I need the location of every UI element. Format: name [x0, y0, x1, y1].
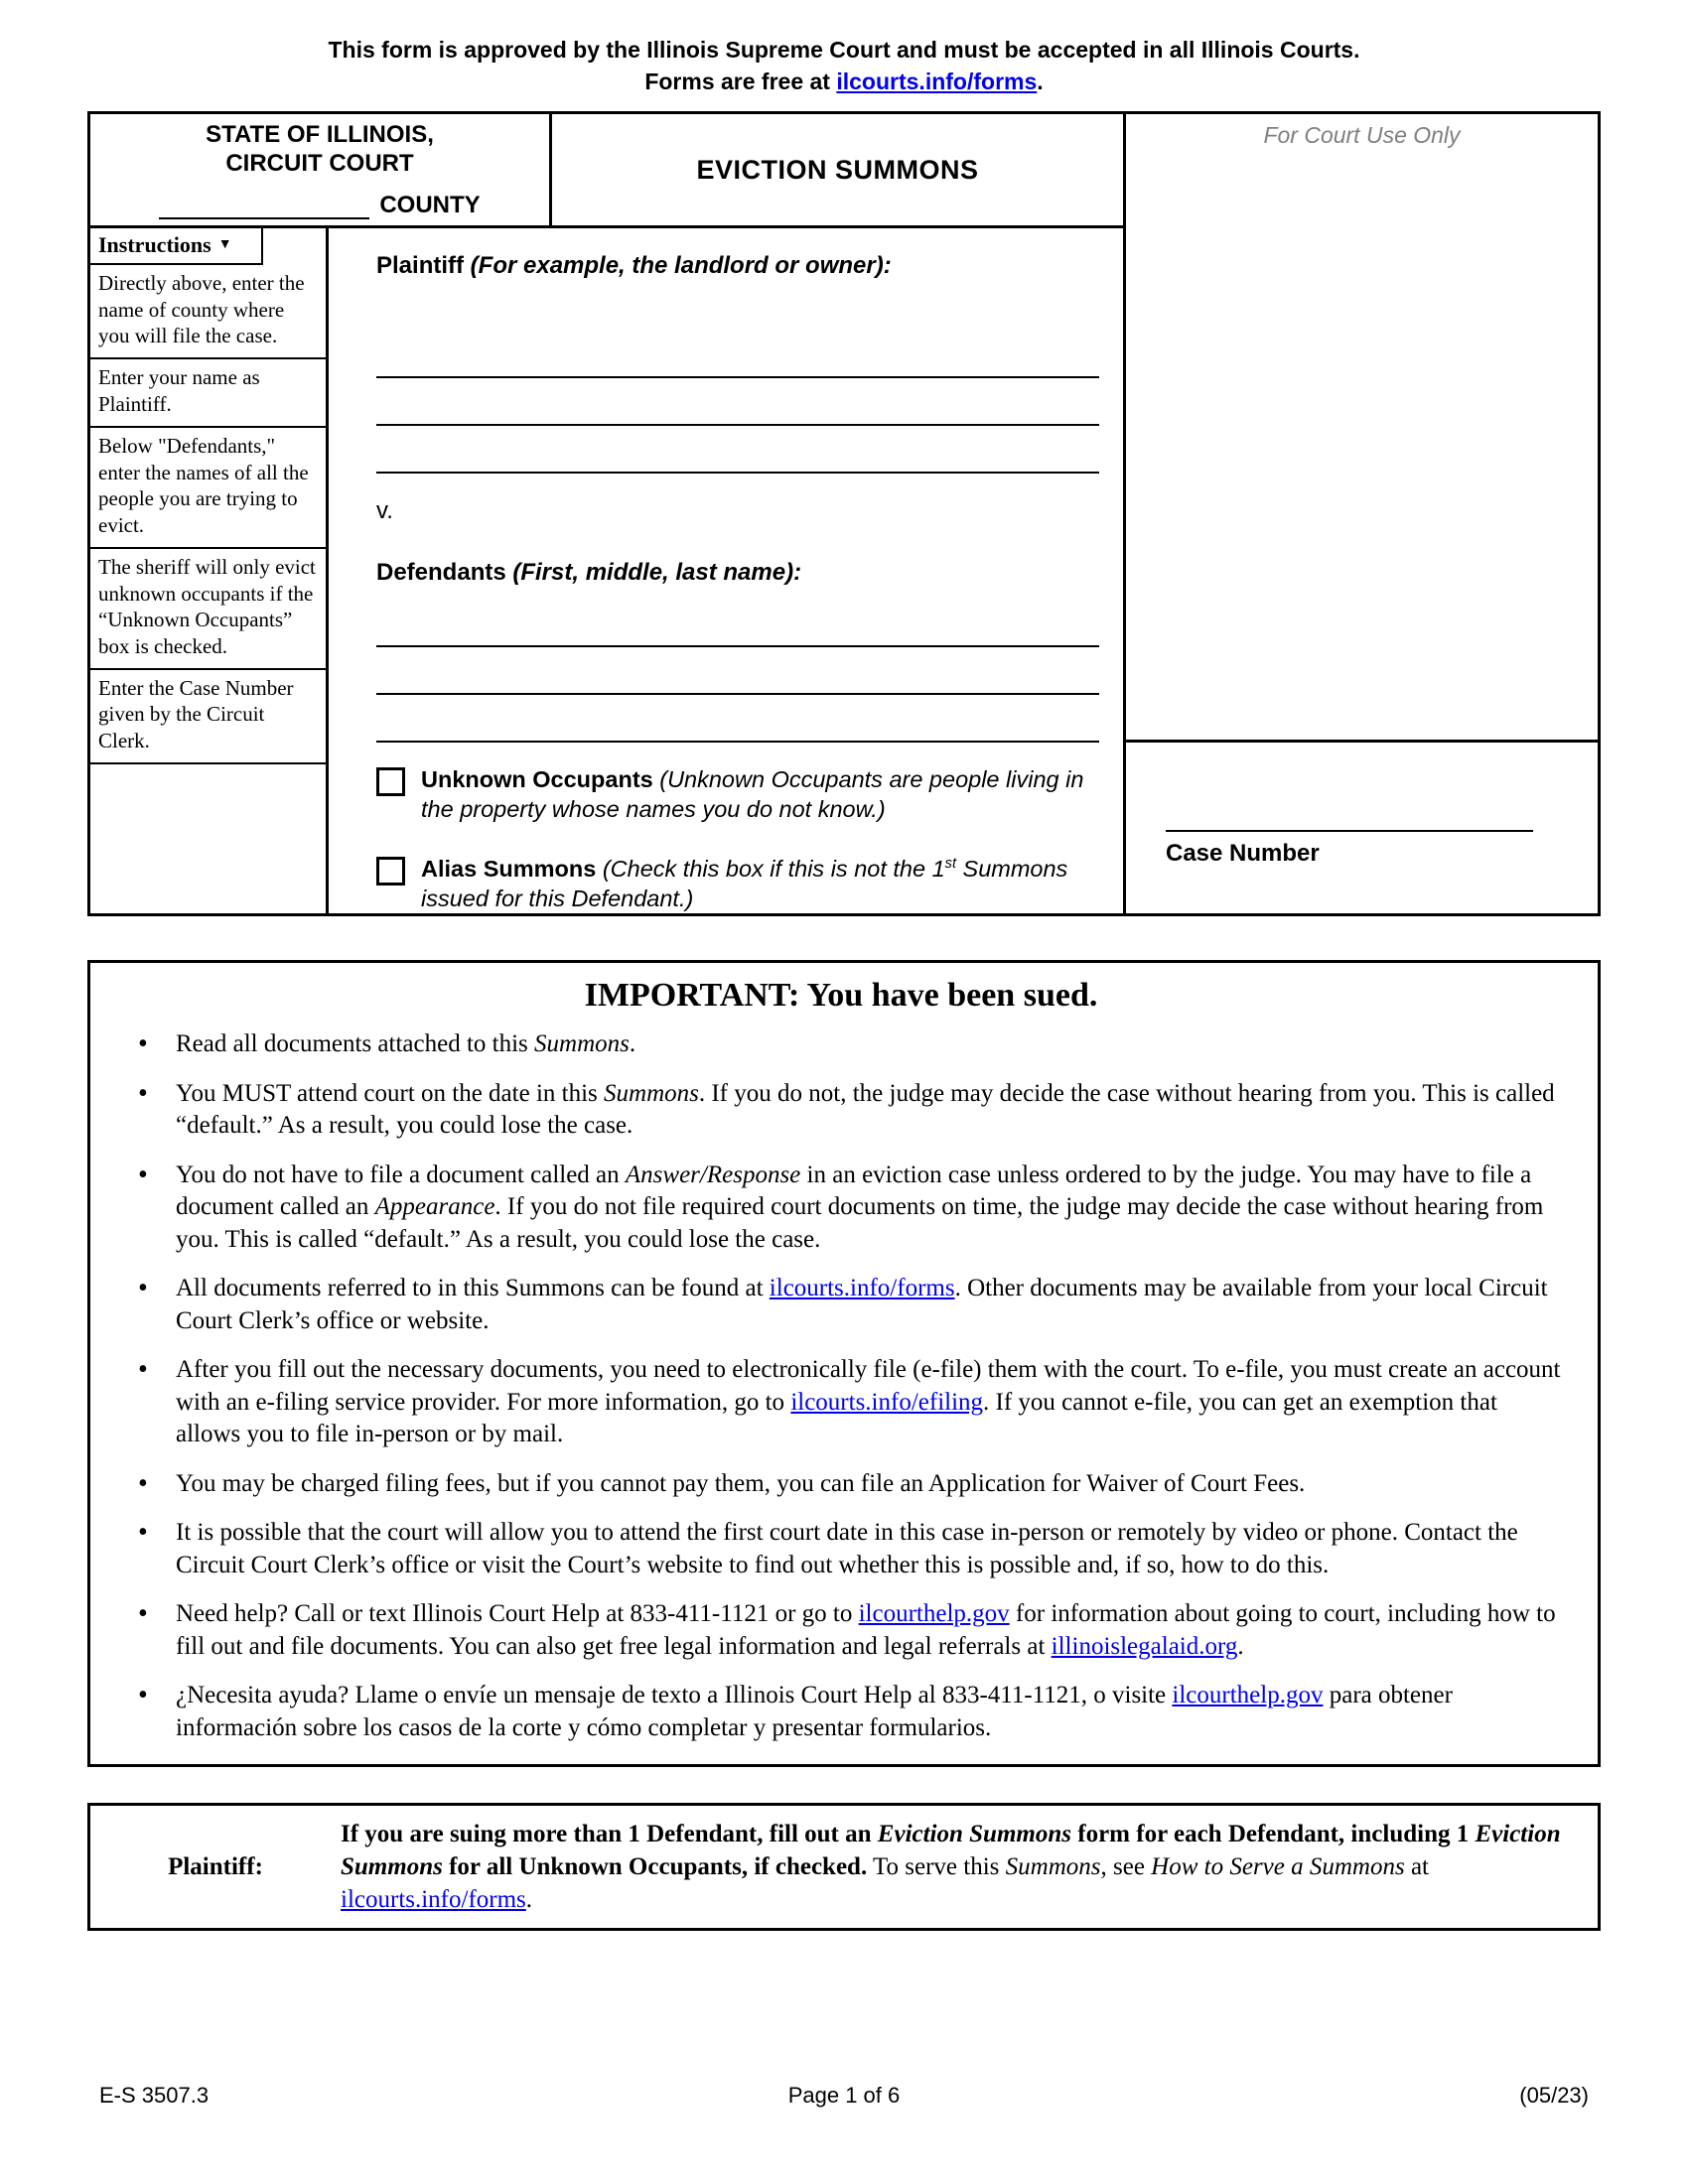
- bullet-remote-attendance: • It is possible that the court will allow you to attend the first court date in this case in-person or remotely by video or phone. Contact the Circuit Court Clerk’s office or visit the Court’s website to find out whether this is possible and, if so, how to do this.: [118, 1517, 1564, 1581]
- bullet-filing-fees: • You may be charged filing fees, but if you cannot pay them, you can file an Application for Waiver of Court Fees.: [118, 1468, 1564, 1501]
- defendants-hint: (First, middle, last name):: [512, 559, 802, 587]
- unknown-occupants-text: Unknown Occupants (Unknown Occupants are people living in the property whose names you do not know.): [421, 765, 1084, 823]
- alias-summons-row: [376, 854, 1099, 913]
- ilcourts-forms-link-note[interactable]: ilcourts.info/forms: [341, 1886, 526, 1914]
- chevron-down-icon: ▼: [217, 237, 232, 253]
- instructions-column: [90, 228, 329, 913]
- unknown-occupants-checkbox[interactable]: [376, 767, 405, 796]
- court-use-only-cell: [1126, 114, 1598, 743]
- case-number-label: Case Number: [1166, 840, 1320, 868]
- caption-body-row: [90, 228, 1123, 913]
- ilcourthelp-link-spanish[interactable]: ilcourthelp.gov: [1172, 1682, 1324, 1709]
- defendant-name-line-1[interactable]: [376, 600, 1099, 647]
- instruction-item-county: Directly above, enter the name of county where you will file the case.: [90, 265, 326, 359]
- plaintiff-hint: (For example, the landlord or owner):: [470, 252, 892, 280]
- revision-date: (05/23): [1519, 2083, 1589, 2108]
- plaintiff-name-line-1[interactable]: [376, 331, 1099, 378]
- ilcourthelp-link[interactable]: ilcourthelp.gov: [858, 1600, 1010, 1628]
- form-title-cell: [552, 114, 1123, 225]
- plaintiff-name-lines: [376, 331, 1099, 474]
- county-input-line[interactable]: [159, 194, 369, 219]
- plaintiff-note-text: If you are suing more than 1 Defendant, fill out an Eviction Summons form for each Defendant, including 1 Eviction Summons for all Unknown Occupants, if checked. To serve this Summons, see How to Serve a Summons at ilcourts.info/forms.: [341, 1821, 1561, 1914]
- instruction-item-sheriff: The sheriff will only evict unknown occupants if the “Unknown Occupants” box is checked.: [90, 549, 326, 670]
- case-number-cell: [1126, 743, 1598, 913]
- versus-label: v.: [376, 497, 393, 525]
- plaintiff-name-line-3[interactable]: [376, 426, 1099, 474]
- caption-table: [87, 111, 1601, 916]
- state-line: STATE OF ILLINOIS,: [206, 121, 434, 149]
- defendant-name-lines: [376, 600, 1099, 743]
- bullet-necesita-ayuda: • ¿Necesita ayuda? Llame o envíe un mensaje de texto a Illinois Court Help al 833-411-1121, o visite ilcourthelp.gov para obtener información sobre los casos de la corte y cómo completar y presentar formularios.: [118, 1680, 1564, 1744]
- defendants-label: Defendants (First, middle, last name):: [376, 559, 802, 587]
- defendant-name-line-2[interactable]: [376, 647, 1099, 695]
- instruction-item-case-number: Enter the Case Number given by the Circuit Clerk.: [90, 670, 326, 764]
- circuit-court-line: CIRCUIT COURT: [225, 149, 414, 177]
- defendant-name-line-3[interactable]: [376, 695, 1099, 743]
- county-label: COUNTY: [379, 192, 481, 218]
- plaintiff-label: Plaintiff (For example, the landlord or owner):: [376, 252, 892, 280]
- parties-section: [329, 228, 1123, 913]
- court-use-only-label: For Court Use Only: [1263, 122, 1461, 149]
- ilcourts-efiling-link[interactable]: ilcourts.info/efiling: [790, 1388, 984, 1416]
- bullet-read-documents: • Read all documents attached to this Summons.: [118, 1028, 1564, 1061]
- alias-summons-text: Alias Summons (Check this box if this is not the 1st Summons issued for this Defendant.): [421, 856, 1068, 912]
- page-indicator: Page 1 of 6: [787, 2083, 901, 2108]
- bullet-answer-response: • You do not have to file a document called an Answer/Response in an eviction case unless ordered to by the judge. You may have to file a document called an Appearance. If you do not file required court documents on time, the judge may decide the case without hearing from you. This is called “default.” As a result, you could lose the case.: [118, 1160, 1564, 1257]
- caption-right: [1126, 114, 1598, 913]
- ilcourts-forms-link-header[interactable]: ilcourts.info/forms: [836, 68, 1038, 95]
- instruction-item-plaintiff: Enter your name as Plaintiff.: [90, 359, 326, 428]
- ilcourts-forms-link-bullet[interactable]: ilcourts.info/forms: [769, 1275, 955, 1302]
- page-footer: [99, 2083, 1589, 2109]
- bullet-efile: • After you fill out the necessary documents, you need to electronically file (e-file) them with the court. To e-file, you must create an account with an e-filing service provider. For more information, go to ilcourts.info/efiling. If you cannot e-file, you can get an exemption that allows you to file in-person or by mail.: [118, 1354, 1564, 1451]
- caption-left: [90, 114, 1126, 913]
- bullet-need-help: • Need help? Call or text Illinois Court Help at 833-411-1121 or go to ilcourthelp.gov for information about going to court, including how to fill out and file documents. You can also get free legal information and legal referrals at illinoislegalaid.org.: [118, 1598, 1564, 1663]
- instructions-dropdown[interactable]: [90, 228, 263, 265]
- instruction-item-defendants: Below "Defendants," enter the names of all the people you are trying to evict.: [90, 428, 326, 549]
- case-number-input-line[interactable]: [1166, 830, 1533, 832]
- county-line: [90, 192, 549, 219]
- caption-header-row: [90, 114, 1123, 228]
- important-bullet-list: [118, 1028, 1564, 1744]
- approval-line-2: Forms are free at ilcourts.info/forms.: [644, 68, 1044, 95]
- approval-note: [87, 34, 1601, 97]
- plaintiff-name-line-2[interactable]: [376, 378, 1099, 426]
- plaintiff-note-label: Plaintiff:: [168, 1852, 263, 1880]
- bullet-documents-location: • All documents referred to in this Summons can be found at ilcourts.info/forms. Other documents may be available from your local Circuit Court Clerk’s office or website.: [118, 1273, 1564, 1337]
- alias-summons-checkbox[interactable]: [376, 857, 405, 886]
- important-title: IMPORTANT: You have been sued.: [584, 977, 1098, 1015]
- bullet-must-attend: • You MUST attend court on the date in this Summons. If you do not, the judge may decide the case without hearing from you. This is called “default.” As a result, you could lose the case.: [118, 1078, 1564, 1143]
- form-title: EVICTION SUMMONS: [696, 154, 979, 185]
- approval-line-1: This form is approved by the Illinois Supreme Court and must be accepted in all Illinois Courts.: [328, 37, 1360, 63]
- instructions-label: Instructions: [98, 232, 211, 258]
- unknown-occupants-row: [376, 764, 1099, 824]
- plaintiff-note-box: [87, 1803, 1601, 1931]
- illinoislegalaid-link[interactable]: illinoislegalaid.org: [1051, 1632, 1238, 1660]
- form-number: E-S 3507.3: [99, 2083, 210, 2108]
- important-notice: [87, 960, 1601, 1767]
- court-cell: [90, 114, 552, 225]
